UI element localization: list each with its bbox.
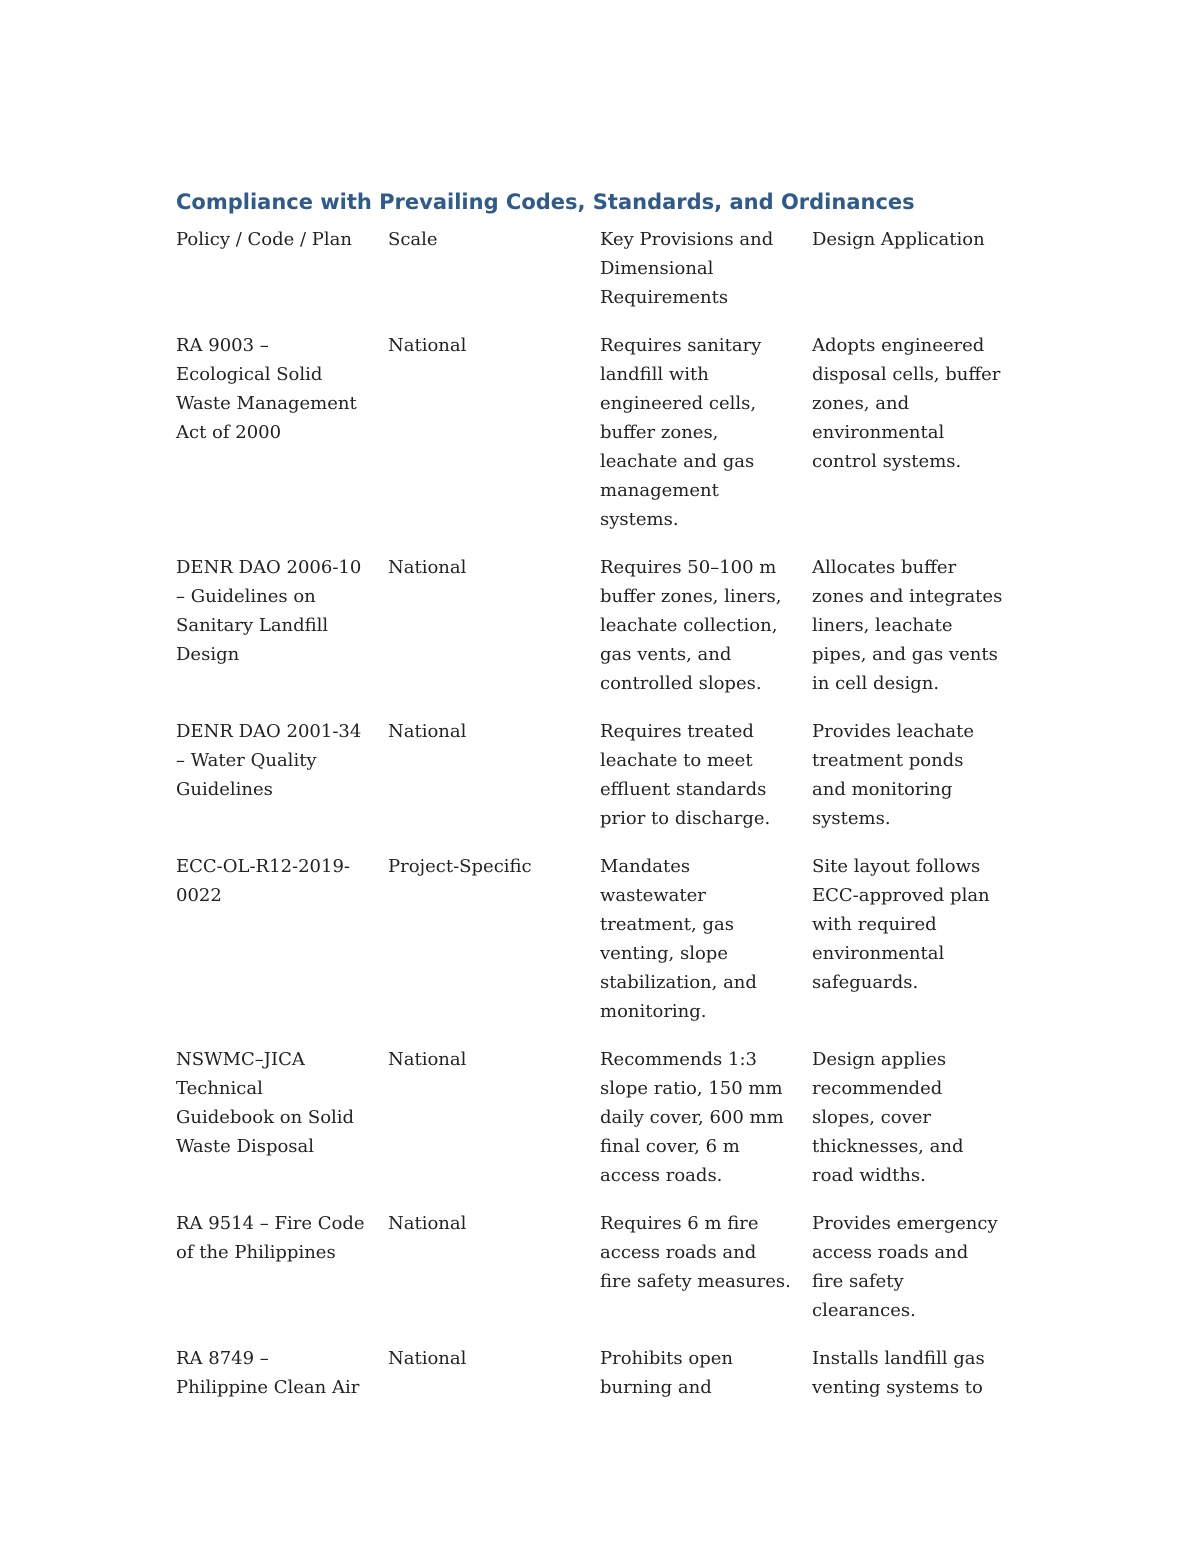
- table-row: [176, 1209, 1016, 1325]
- table-row: [176, 852, 1016, 1026]
- cell-policy: RA 9003 – Ecological Solid Waste Management Act of 2000: [176, 335, 357, 443]
- cell-scale: Project-Specific: [388, 856, 532, 877]
- cell-application: Provides leachate treatment ponds and monitoring systems.: [812, 721, 975, 829]
- table-header-row: [176, 225, 1016, 312]
- header-policy: Policy / Code / Plan: [176, 229, 352, 250]
- table-row: [176, 331, 1016, 534]
- cell-provisions: Requires 50–100 m buffer zones, liners, leachate collection, gas vents, and controlled slopes.: [600, 557, 782, 694]
- cell-scale: National: [388, 1348, 467, 1369]
- cell-application: Design applies recommended slopes, cover thicknesses, and road widths.: [812, 1049, 964, 1186]
- cell-policy: RA 9514 – Fire Code of the Philippines: [176, 1213, 365, 1263]
- header-scale: Scale: [388, 229, 438, 250]
- cell-provisions: Requires treated leachate to meet effluent standards prior to discharge.: [600, 721, 771, 829]
- header-application: Design Application: [812, 229, 985, 250]
- cell-application: Adopts engineered disposal cells, buffer zones, and environmental control systems.: [812, 335, 1001, 472]
- table-row: [176, 553, 1016, 698]
- cell-application: Installs landfill gas venting systems to: [812, 1348, 985, 1398]
- table-row: [176, 1045, 1016, 1190]
- cell-policy: DENR DAO 2001-34 – Water Quality Guidelines: [176, 721, 362, 800]
- table-row: [176, 717, 1016, 833]
- cell-scale: National: [388, 557, 467, 578]
- cell-provisions: Prohibits open burning and: [600, 1348, 733, 1398]
- table-row: [176, 1344, 1016, 1402]
- cell-provisions: Mandates wastewater treatment, gas venting, slope stabilization, and monitoring.: [600, 856, 757, 1022]
- cell-policy: ECC-OL-R12-2019- 0022: [176, 856, 350, 906]
- cell-provisions: Recommends 1:3 slope ratio, 150 mm daily cover, 600 mm final cover, 6 m access roads.: [600, 1049, 784, 1186]
- cell-policy: DENR DAO 2006-10 – Guidelines on Sanitary Landfill Design: [176, 557, 362, 665]
- cell-application: Provides emergency access roads and fire safety clearances.: [812, 1213, 998, 1321]
- cell-scale: National: [388, 1213, 467, 1234]
- cell-scale: National: [388, 335, 467, 356]
- cell-application: Allocates buffer zones and integrates liners, leachate pipes, and gas vents in cell design.: [812, 557, 1003, 694]
- cell-provisions: Requires sanitary landfill with engineered cells, buffer zones, leachate and gas management systems.: [600, 335, 762, 530]
- cell-policy: NSWMC–JICA Technical Guidebook on Solid Waste Disposal: [176, 1049, 355, 1157]
- cell-application: Site layout follows ECC-approved plan with required environmental safeguards.: [812, 856, 990, 993]
- cell-scale: National: [388, 721, 467, 742]
- compliance-table: [176, 225, 1016, 1421]
- section-heading: Compliance with Prevailing Codes, Standards, and Ordinances: [176, 190, 915, 214]
- cell-scale: National: [388, 1049, 467, 1070]
- cell-policy: RA 8749 – Philippine Clean Air: [176, 1348, 360, 1398]
- cell-provisions: Requires 6 m fire access roads and fire safety measures.: [600, 1213, 791, 1292]
- header-provisions: Key Provisions and Dimensional Requirements: [600, 229, 774, 308]
